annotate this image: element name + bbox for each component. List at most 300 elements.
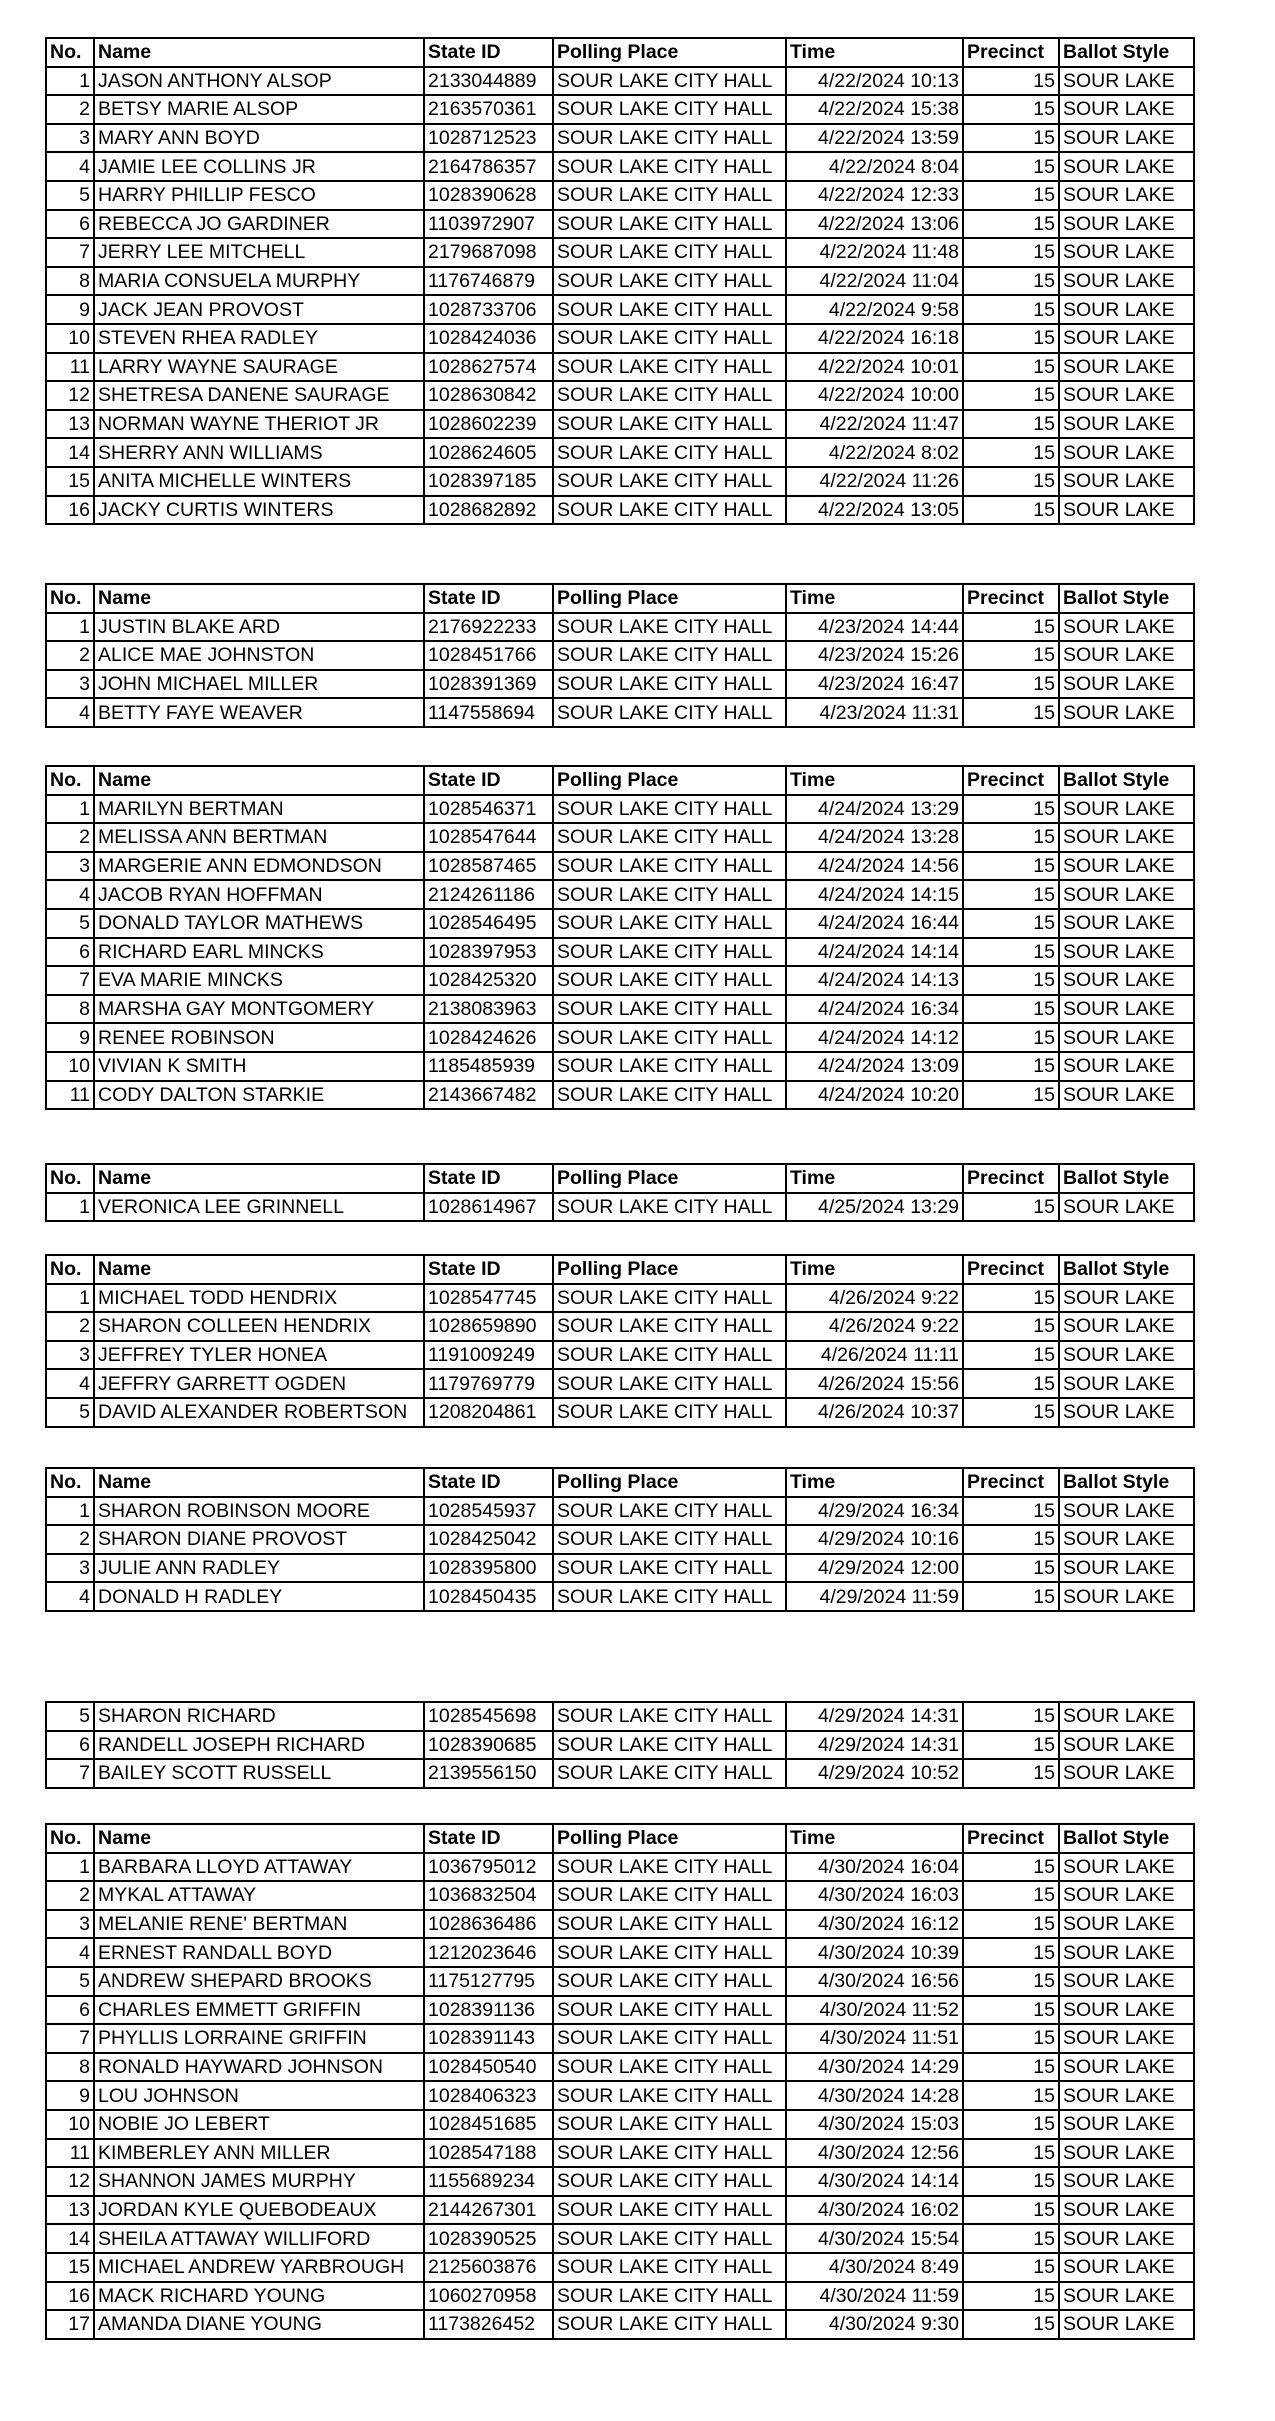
roster-table: [45, 37, 1195, 525]
cell-polling-place: SOUR LAKE CITY HALL: [553, 670, 786, 699]
cell-ballot-style: SOUR LAKE: [1059, 966, 1194, 995]
cell-name: JEFFREY TYLER HONEA: [94, 1341, 424, 1370]
cell-state-id: 1173826452: [424, 2310, 553, 2339]
roster-table: [45, 765, 1195, 1110]
cell-precinct: 15: [963, 823, 1059, 852]
cell-polling-place: SOUR LAKE CITY HALL: [553, 1554, 786, 1583]
cell-ballot-style: SOUR LAKE: [1059, 795, 1194, 824]
cell-state-id: 1028547188: [424, 2139, 553, 2168]
cell-no: 4: [46, 1938, 94, 1967]
cell-time: 4/26/2024 9:22: [786, 1284, 963, 1313]
voter-table-3: [45, 765, 1195, 1110]
cell-ballot-style: SOUR LAKE: [1059, 1398, 1194, 1427]
cell-time: 4/30/2024 16:04: [786, 1853, 963, 1882]
cell-state-id: 2144267301: [424, 2196, 553, 2225]
header-ballot-style: Ballot Style: [1059, 766, 1194, 795]
cell-polling-place: SOUR LAKE CITY HALL: [553, 2224, 786, 2253]
cell-time: 4/22/2024 11:47: [786, 410, 963, 439]
table-row: [46, 938, 1194, 967]
cell-name: LOU JOHNSON: [94, 2081, 424, 2110]
cell-polling-place: SOUR LAKE CITY HALL: [553, 295, 786, 324]
cell-polling-place: SOUR LAKE CITY HALL: [553, 698, 786, 727]
cell-ballot-style: SOUR LAKE: [1059, 2110, 1194, 2139]
table-row: [46, 1554, 1194, 1583]
cell-no: 7: [46, 1759, 94, 1788]
cell-state-id: 1028397185: [424, 467, 553, 496]
table-row: [46, 698, 1194, 727]
cell-state-id: 1028390685: [424, 1731, 553, 1760]
header-polling-place: Polling Place: [553, 1255, 786, 1284]
header-state-id: State ID: [424, 1164, 553, 1193]
cell-ballot-style: SOUR LAKE: [1059, 641, 1194, 670]
cell-name: RICHARD EARL MINCKS: [94, 938, 424, 967]
cell-time: 4/24/2024 14:13: [786, 966, 963, 995]
cell-no: 5: [46, 181, 94, 210]
cell-ballot-style: SOUR LAKE: [1059, 1881, 1194, 1910]
cell-polling-place: SOUR LAKE CITY HALL: [553, 795, 786, 824]
cell-no: 11: [46, 1081, 94, 1110]
cell-ballot-style: SOUR LAKE: [1059, 467, 1194, 496]
cell-polling-place: SOUR LAKE CITY HALL: [553, 1967, 786, 1996]
cell-ballot-style: SOUR LAKE: [1059, 95, 1194, 124]
cell-name: MELANIE RENE' BERTMAN: [94, 1910, 424, 1939]
cell-precinct: 15: [963, 2196, 1059, 2225]
cell-precinct: 15: [963, 1023, 1059, 1052]
cell-state-id: 1028391369: [424, 670, 553, 699]
table-row: [46, 438, 1194, 467]
cell-time: 4/24/2024 14:14: [786, 938, 963, 967]
cell-name: JUSTIN BLAKE ARD: [94, 613, 424, 642]
table-row: [46, 2224, 1194, 2253]
cell-name: SHARON COLLEEN HENDRIX: [94, 1312, 424, 1341]
cell-name: SHERRY ANN WILLIAMS: [94, 438, 424, 467]
cell-time: 4/24/2024 10:20: [786, 1081, 963, 1110]
cell-time: 4/24/2024 13:09: [786, 1052, 963, 1081]
cell-state-id: 1028733706: [424, 295, 553, 324]
cell-time: 4/24/2024 16:34: [786, 995, 963, 1024]
cell-precinct: 15: [963, 1052, 1059, 1081]
cell-time: 4/23/2024 11:31: [786, 698, 963, 727]
cell-state-id: 1176746879: [424, 267, 553, 296]
cell-no: 4: [46, 152, 94, 181]
cell-name: NORMAN WAYNE THERIOT JR: [94, 410, 424, 439]
cell-polling-place: SOUR LAKE CITY HALL: [553, 1938, 786, 1967]
cell-no: 2: [46, 641, 94, 670]
cell-time: 4/30/2024 14:14: [786, 2167, 963, 2196]
cell-state-id: 1028451685: [424, 2110, 553, 2139]
table-row: [46, 880, 1194, 909]
cell-precinct: 15: [963, 295, 1059, 324]
table-row: [46, 1881, 1194, 1910]
cell-ballot-style: SOUR LAKE: [1059, 1023, 1194, 1052]
cell-name: RENEE ROBINSON: [94, 1023, 424, 1052]
table-row: [46, 2282, 1194, 2311]
cell-ballot-style: SOUR LAKE: [1059, 2139, 1194, 2168]
cell-precinct: 15: [963, 496, 1059, 525]
cell-ballot-style: SOUR LAKE: [1059, 1525, 1194, 1554]
header-name: Name: [94, 38, 424, 67]
cell-time: 4/29/2024 14:31: [786, 1731, 963, 1760]
cell-precinct: 15: [963, 1910, 1059, 1939]
roster-table: [45, 1163, 1195, 1222]
header-time: Time: [786, 1824, 963, 1853]
cell-polling-place: SOUR LAKE CITY HALL: [553, 152, 786, 181]
header-precinct: Precinct: [963, 1255, 1059, 1284]
cell-no: 6: [46, 938, 94, 967]
cell-precinct: 15: [963, 795, 1059, 824]
table-row: [46, 1369, 1194, 1398]
cell-polling-place: SOUR LAKE CITY HALL: [553, 2110, 786, 2139]
cell-ballot-style: SOUR LAKE: [1059, 2167, 1194, 2196]
cell-state-id: 2164786357: [424, 152, 553, 181]
cell-ballot-style: SOUR LAKE: [1059, 1554, 1194, 1583]
cell-precinct: 15: [963, 410, 1059, 439]
cell-polling-place: SOUR LAKE CITY HALL: [553, 613, 786, 642]
cell-no: 5: [46, 1398, 94, 1427]
cell-precinct: 15: [963, 995, 1059, 1024]
cell-no: 1: [46, 1193, 94, 1222]
cell-precinct: 15: [963, 1967, 1059, 1996]
cell-polling-place: SOUR LAKE CITY HALL: [553, 1853, 786, 1882]
cell-polling-place: SOUR LAKE CITY HALL: [553, 909, 786, 938]
cell-polling-place: SOUR LAKE CITY HALL: [553, 2196, 786, 2225]
table-row: [46, 353, 1194, 382]
cell-polling-place: SOUR LAKE CITY HALL: [553, 210, 786, 239]
table-header-row: [46, 766, 1194, 795]
table-row: [46, 823, 1194, 852]
header-state-id: State ID: [424, 38, 553, 67]
cell-name: CHARLES EMMETT GRIFFIN: [94, 1996, 424, 2025]
table-row: [46, 1582, 1194, 1611]
cell-ballot-style: SOUR LAKE: [1059, 2253, 1194, 2282]
table-row: [46, 381, 1194, 410]
cell-ballot-style: SOUR LAKE: [1059, 2081, 1194, 2110]
cell-polling-place: SOUR LAKE CITY HALL: [553, 1910, 786, 1939]
table-header-row: [46, 584, 1194, 613]
roster-table: [45, 1254, 1195, 1428]
cell-no: 5: [46, 1702, 94, 1731]
cell-time: 4/22/2024 12:33: [786, 181, 963, 210]
header-polling-place: Polling Place: [553, 1824, 786, 1853]
cell-precinct: 15: [963, 966, 1059, 995]
table-row: [46, 966, 1194, 995]
cell-ballot-style: SOUR LAKE: [1059, 2282, 1194, 2311]
cell-state-id: 1028546371: [424, 795, 553, 824]
cell-name: SHARON RICHARD: [94, 1702, 424, 1731]
header-precinct: Precinct: [963, 766, 1059, 795]
cell-ballot-style: SOUR LAKE: [1059, 2196, 1194, 2225]
cell-state-id: 1028397953: [424, 938, 553, 967]
table-row: [46, 496, 1194, 525]
header-state-id: State ID: [424, 584, 553, 613]
table-row: [46, 1967, 1194, 1996]
cell-time: 4/30/2024 16:56: [786, 1967, 963, 1996]
table-row: [46, 2196, 1194, 2225]
cell-name: ALICE MAE JOHNSTON: [94, 641, 424, 670]
cell-polling-place: SOUR LAKE CITY HALL: [553, 995, 786, 1024]
cell-time: 4/30/2024 16:12: [786, 1910, 963, 1939]
header-ballot-style: Ballot Style: [1059, 1468, 1194, 1497]
cell-time: 4/30/2024 15:54: [786, 2224, 963, 2253]
voter-table-5: [45, 1254, 1195, 1428]
cell-time: 4/30/2024 11:52: [786, 1996, 963, 2025]
header-no: No.: [46, 1824, 94, 1853]
cell-state-id: 1028659890: [424, 1312, 553, 1341]
cell-no: 17: [46, 2310, 94, 2339]
table-row: [46, 613, 1194, 642]
cell-state-id: 1028451766: [424, 641, 553, 670]
cell-polling-place: SOUR LAKE CITY HALL: [553, 1193, 786, 1222]
cell-no: 8: [46, 2053, 94, 2082]
cell-ballot-style: SOUR LAKE: [1059, 1938, 1194, 1967]
cell-no: 2: [46, 1312, 94, 1341]
cell-state-id: 1028390628: [424, 181, 553, 210]
cell-name: SHARON DIANE PROVOST: [94, 1525, 424, 1554]
cell-state-id: 2176922233: [424, 613, 553, 642]
header-no: No.: [46, 1255, 94, 1284]
cell-time: 4/22/2024 8:04: [786, 152, 963, 181]
cell-state-id: 1103972907: [424, 210, 553, 239]
cell-no: 7: [46, 966, 94, 995]
cell-no: 6: [46, 1731, 94, 1760]
table-row: [46, 95, 1194, 124]
cell-state-id: 1208204861: [424, 1398, 553, 1427]
cell-state-id: 1212023646: [424, 1938, 553, 1967]
cell-ballot-style: SOUR LAKE: [1059, 353, 1194, 382]
voter-table-1: [45, 37, 1195, 525]
cell-ballot-style: SOUR LAKE: [1059, 823, 1194, 852]
cell-ballot-style: SOUR LAKE: [1059, 613, 1194, 642]
cell-name: SHANNON JAMES MURPHY: [94, 2167, 424, 2196]
cell-polling-place: SOUR LAKE CITY HALL: [553, 124, 786, 153]
cell-precinct: 15: [963, 1081, 1059, 1110]
cell-state-id: 1147558694: [424, 698, 553, 727]
cell-name: BETSY MARIE ALSOP: [94, 95, 424, 124]
cell-ballot-style: SOUR LAKE: [1059, 1052, 1194, 1081]
voter-table-7: [45, 1701, 1195, 1789]
cell-precinct: 15: [963, 1853, 1059, 1882]
cell-no: 15: [46, 2253, 94, 2282]
header-ballot-style: Ballot Style: [1059, 1255, 1194, 1284]
cell-polling-place: SOUR LAKE CITY HALL: [553, 2282, 786, 2311]
cell-ballot-style: SOUR LAKE: [1059, 410, 1194, 439]
cell-precinct: 15: [963, 1702, 1059, 1731]
cell-name: EVA MARIE MINCKS: [94, 966, 424, 995]
cell-polling-place: SOUR LAKE CITY HALL: [553, 1881, 786, 1910]
cell-ballot-style: SOUR LAKE: [1059, 1702, 1194, 1731]
cell-time: 4/26/2024 11:11: [786, 1341, 963, 1370]
cell-state-id: 1036832504: [424, 1881, 553, 1910]
cell-state-id: 2163570361: [424, 95, 553, 124]
header-precinct: Precinct: [963, 1468, 1059, 1497]
table-row: [46, 324, 1194, 353]
cell-state-id: 1028602239: [424, 410, 553, 439]
cell-time: 4/30/2024 10:39: [786, 1938, 963, 1967]
table-row: [46, 238, 1194, 267]
cell-polling-place: SOUR LAKE CITY HALL: [553, 1525, 786, 1554]
cell-time: 4/24/2024 14:15: [786, 880, 963, 909]
cell-ballot-style: SOUR LAKE: [1059, 698, 1194, 727]
cell-state-id: 2124261186: [424, 880, 553, 909]
cell-time: 4/23/2024 16:47: [786, 670, 963, 699]
cell-ballot-style: SOUR LAKE: [1059, 1497, 1194, 1526]
cell-state-id: 2143667482: [424, 1081, 553, 1110]
cell-ballot-style: SOUR LAKE: [1059, 1910, 1194, 1939]
table-row: [46, 1081, 1194, 1110]
cell-time: 4/29/2024 14:31: [786, 1702, 963, 1731]
header-ballot-style: Ballot Style: [1059, 1824, 1194, 1853]
cell-name: LARRY WAYNE SAURAGE: [94, 353, 424, 382]
cell-time: 4/24/2024 14:12: [786, 1023, 963, 1052]
cell-precinct: 15: [963, 1759, 1059, 1788]
cell-time: 4/22/2024 10:13: [786, 67, 963, 96]
cell-name: DONALD TAYLOR MATHEWS: [94, 909, 424, 938]
cell-no: 7: [46, 2024, 94, 2053]
table-row: [46, 1702, 1194, 1731]
cell-no: 1: [46, 1497, 94, 1526]
cell-ballot-style: SOUR LAKE: [1059, 852, 1194, 881]
cell-time: 4/26/2024 10:37: [786, 1398, 963, 1427]
cell-state-id: 1028587465: [424, 852, 553, 881]
header-name: Name: [94, 1468, 424, 1497]
table-row: [46, 852, 1194, 881]
header-name: Name: [94, 1824, 424, 1853]
table-row: [46, 1023, 1194, 1052]
header-precinct: Precinct: [963, 584, 1059, 613]
header-precinct: Precinct: [963, 1824, 1059, 1853]
cell-state-id: 1028545698: [424, 1702, 553, 1731]
cell-precinct: 15: [963, 1938, 1059, 1967]
cell-precinct: 15: [963, 2224, 1059, 2253]
cell-no: 16: [46, 496, 94, 525]
header-name: Name: [94, 1255, 424, 1284]
cell-precinct: 15: [963, 938, 1059, 967]
table-row: [46, 1938, 1194, 1967]
cell-name: MICHAEL TODD HENDRIX: [94, 1284, 424, 1313]
cell-name: RANDELL JOSEPH RICHARD: [94, 1731, 424, 1760]
cell-ballot-style: SOUR LAKE: [1059, 181, 1194, 210]
cell-name: MARY ANN BOYD: [94, 124, 424, 153]
cell-precinct: 15: [963, 852, 1059, 881]
cell-time: 4/22/2024 13:05: [786, 496, 963, 525]
cell-name: MACK RICHARD YOUNG: [94, 2282, 424, 2311]
cell-no: 5: [46, 1967, 94, 1996]
cell-name: PHYLLIS LORRAINE GRIFFIN: [94, 2024, 424, 2053]
table-row: [46, 1284, 1194, 1313]
cell-precinct: 15: [963, 1284, 1059, 1313]
cell-no: 15: [46, 467, 94, 496]
header-precinct: Precinct: [963, 38, 1059, 67]
cell-precinct: 15: [963, 1497, 1059, 1526]
cell-no: 4: [46, 880, 94, 909]
cell-state-id: 1028630842: [424, 381, 553, 410]
cell-no: 2: [46, 1881, 94, 1910]
cell-polling-place: SOUR LAKE CITY HALL: [553, 1996, 786, 2025]
cell-name: MARILYN BERTMAN: [94, 795, 424, 824]
cell-polling-place: SOUR LAKE CITY HALL: [553, 2024, 786, 2053]
cell-precinct: 15: [963, 1369, 1059, 1398]
cell-name: DONALD H RADLEY: [94, 1582, 424, 1611]
cell-ballot-style: SOUR LAKE: [1059, 1967, 1194, 1996]
cell-polling-place: SOUR LAKE CITY HALL: [553, 1731, 786, 1760]
cell-time: 4/24/2024 14:56: [786, 852, 963, 881]
cell-precinct: 15: [963, 2053, 1059, 2082]
cell-polling-place: SOUR LAKE CITY HALL: [553, 238, 786, 267]
cell-state-id: 2139556150: [424, 1759, 553, 1788]
cell-polling-place: SOUR LAKE CITY HALL: [553, 1759, 786, 1788]
cell-precinct: 15: [963, 641, 1059, 670]
cell-polling-place: SOUR LAKE CITY HALL: [553, 2167, 786, 2196]
cell-time: 4/22/2024 11:04: [786, 267, 963, 296]
cell-state-id: 1028424036: [424, 324, 553, 353]
cell-precinct: 15: [963, 909, 1059, 938]
cell-precinct: 15: [963, 2253, 1059, 2282]
header-ballot-style: Ballot Style: [1059, 38, 1194, 67]
cell-precinct: 15: [963, 2139, 1059, 2168]
cell-polling-place: SOUR LAKE CITY HALL: [553, 1081, 786, 1110]
cell-name: CODY DALTON STARKIE: [94, 1081, 424, 1110]
cell-time: 4/30/2024 12:56: [786, 2139, 963, 2168]
cell-name: REBECCA JO GARDINER: [94, 210, 424, 239]
cell-ballot-style: SOUR LAKE: [1059, 496, 1194, 525]
cell-no: 1: [46, 1284, 94, 1313]
cell-no: 1: [46, 67, 94, 96]
cell-state-id: 1028682892: [424, 496, 553, 525]
cell-name: RONALD HAYWARD JOHNSON: [94, 2053, 424, 2082]
table-row: [46, 67, 1194, 96]
cell-state-id: 1028627574: [424, 353, 553, 382]
cell-precinct: 15: [963, 1341, 1059, 1370]
cell-ballot-style: SOUR LAKE: [1059, 152, 1194, 181]
cell-state-id: 1036795012: [424, 1853, 553, 1882]
cell-no: 14: [46, 2224, 94, 2253]
roster-table: [45, 1701, 1195, 1789]
cell-precinct: 15: [963, 1731, 1059, 1760]
cell-polling-place: SOUR LAKE CITY HALL: [553, 1023, 786, 1052]
cell-ballot-style: SOUR LAKE: [1059, 909, 1194, 938]
cell-state-id: 1028547745: [424, 1284, 553, 1313]
cell-time: 4/22/2024 15:38: [786, 95, 963, 124]
cell-time: 4/30/2024 8:49: [786, 2253, 963, 2282]
header-no: No.: [46, 766, 94, 795]
cell-precinct: 15: [963, 67, 1059, 96]
header-no: No.: [46, 1164, 94, 1193]
cell-state-id: 1028391143: [424, 2024, 553, 2053]
cell-no: 1: [46, 613, 94, 642]
cell-state-id: 1028395800: [424, 1554, 553, 1583]
cell-polling-place: SOUR LAKE CITY HALL: [553, 353, 786, 382]
cell-time: 4/29/2024 10:16: [786, 1525, 963, 1554]
cell-precinct: 15: [963, 613, 1059, 642]
cell-time: 4/26/2024 9:22: [786, 1312, 963, 1341]
cell-polling-place: SOUR LAKE CITY HALL: [553, 267, 786, 296]
cell-precinct: 15: [963, 152, 1059, 181]
cell-ballot-style: SOUR LAKE: [1059, 1341, 1194, 1370]
cell-no: 4: [46, 1582, 94, 1611]
header-polling-place: Polling Place: [553, 1164, 786, 1193]
cell-name: JAMIE LEE COLLINS JR: [94, 152, 424, 181]
cell-state-id: 1028450435: [424, 1582, 553, 1611]
cell-no: 12: [46, 381, 94, 410]
cell-polling-place: SOUR LAKE CITY HALL: [553, 381, 786, 410]
cell-time: 4/24/2024 16:44: [786, 909, 963, 938]
table-row: [46, 909, 1194, 938]
roster-table: [45, 1823, 1195, 2340]
cell-name: BAILEY SCOTT RUSSELL: [94, 1759, 424, 1788]
table-row: [46, 1910, 1194, 1939]
roster-table: [45, 583, 1195, 728]
cell-polling-place: SOUR LAKE CITY HALL: [553, 438, 786, 467]
